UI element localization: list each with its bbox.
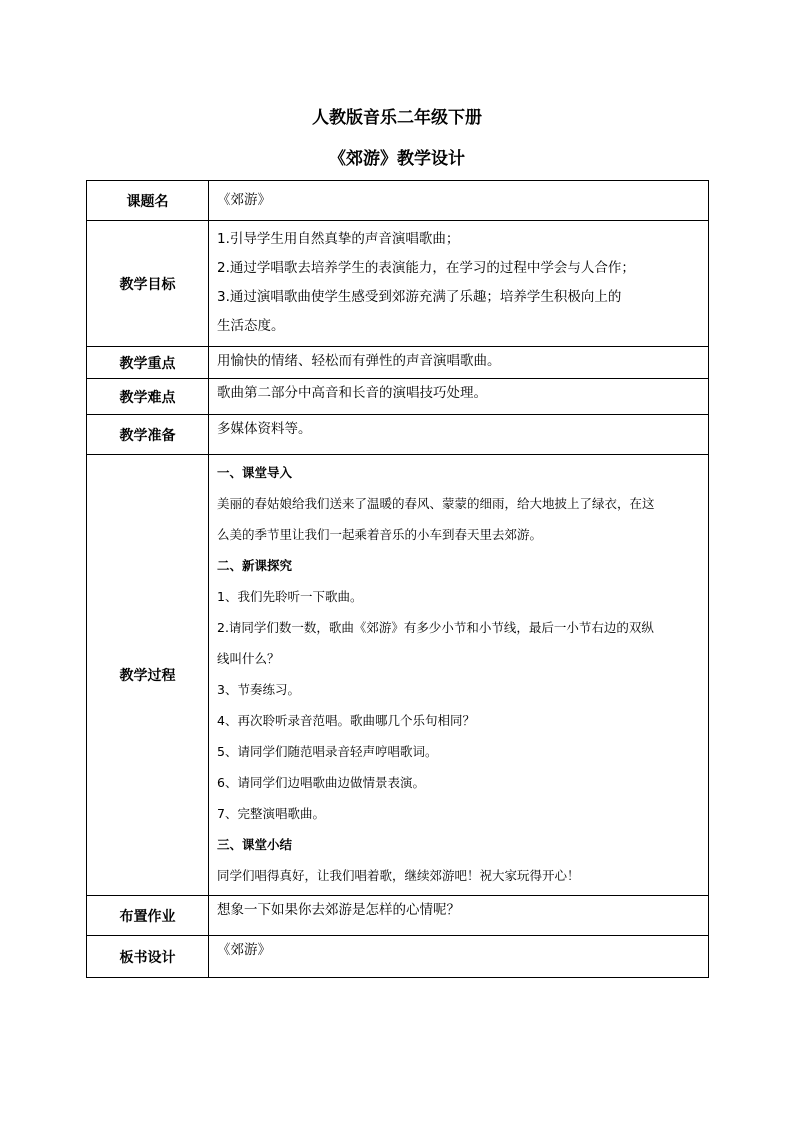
process-line: 3、节奏练习。 (217, 682, 300, 697)
homework-text: 想象一下如果你去郊游是怎样的心情呢？ (217, 902, 460, 918)
objective-line: 3.通过演唱歌曲使学生感受到郊游充满了乐趣；培养学生积极向上的 (217, 289, 622, 305)
objective-line: 1.引导学生用自然真挚的声音演唱歌曲； (217, 231, 460, 247)
label-board: 板书设计 (87, 936, 209, 978)
label-difficulty: 教学难点 (87, 379, 209, 415)
value-key-point (209, 347, 709, 379)
process-line: 2.请同学们数一数，歌曲《郊游》有多少小节和小节线，最后一小节右边的双纵 (217, 620, 654, 635)
process-line: 6、请同学们边唱歌曲边做情景表演。 (217, 775, 425, 790)
label-process: 教学过程 (87, 455, 209, 896)
table-row-objectives (87, 221, 709, 347)
preparation-text: 多媒体资料等。 (217, 421, 312, 437)
objective-line: 2.通过学唱歌去培养学生的表演能力，在学习的过程中学会与人合作； (217, 260, 635, 276)
board-text: 《郊游》 (217, 942, 271, 958)
document-subtitle: 《郊游》教学设计 (329, 149, 465, 169)
section-heading: 三、课堂小结 (217, 837, 293, 852)
table-row-process (87, 455, 709, 896)
objective-line: 生活态度。 (217, 318, 285, 334)
process-line: 7、完整演唱歌曲。 (217, 806, 325, 821)
table-row-homework (87, 896, 709, 936)
table-row-board (87, 936, 709, 978)
table-row-preparation (87, 415, 709, 455)
table-row-topic (87, 181, 709, 221)
process-line: 同学们唱得真好，让我们唱着歌，继续郊游吧！祝大家玩得开心！ (217, 868, 580, 883)
label-key-point: 教学重点 (87, 347, 209, 379)
process-line: 线叫什么？ (217, 651, 280, 666)
process-line: 美丽的春姑娘给我们送来了温暖的春风、蒙蒙的细雨，给大地披上了绿衣，在这 (217, 496, 655, 511)
value-board (209, 936, 709, 978)
section-heading: 二、新课探究 (217, 558, 293, 573)
document-title: 人教版音乐二年级下册 (312, 108, 482, 128)
value-preparation (209, 415, 709, 455)
label-topic: 课题名 (87, 181, 209, 221)
value-difficulty (209, 379, 709, 415)
label-homework: 布置作业 (87, 896, 209, 936)
value-topic (209, 181, 709, 221)
label-objectives: 教学目标 (87, 221, 209, 347)
process-line: 5、请同学们随范唱录音轻声哼唱歌词。 (217, 744, 438, 759)
difficulty-text: 歌曲第二部分中高音和长音的演唱技巧处理。 (217, 385, 487, 401)
value-objectives (209, 221, 709, 347)
table-row-difficulty (87, 379, 709, 415)
process-line: 1、我们先聆听一下歌曲。 (217, 589, 363, 604)
topic-text: 《郊游》 (217, 192, 271, 208)
table-row-key-point (87, 347, 709, 379)
section-heading: 一、课堂导入 (217, 465, 293, 480)
label-preparation: 教学准备 (87, 415, 209, 455)
value-process (209, 455, 709, 896)
process-line: 么美的季节里让我们一起乘着音乐的小车到春天里去郊游。 (217, 527, 543, 542)
lesson-plan-table (86, 180, 709, 978)
key-point-text: 用愉快的情绪、轻松而有弹性的声音演唱歌曲。 (217, 353, 501, 369)
process-line: 4、再次聆听录音范唱。歌曲哪几个乐句相同？ (217, 713, 475, 728)
value-homework (209, 896, 709, 936)
